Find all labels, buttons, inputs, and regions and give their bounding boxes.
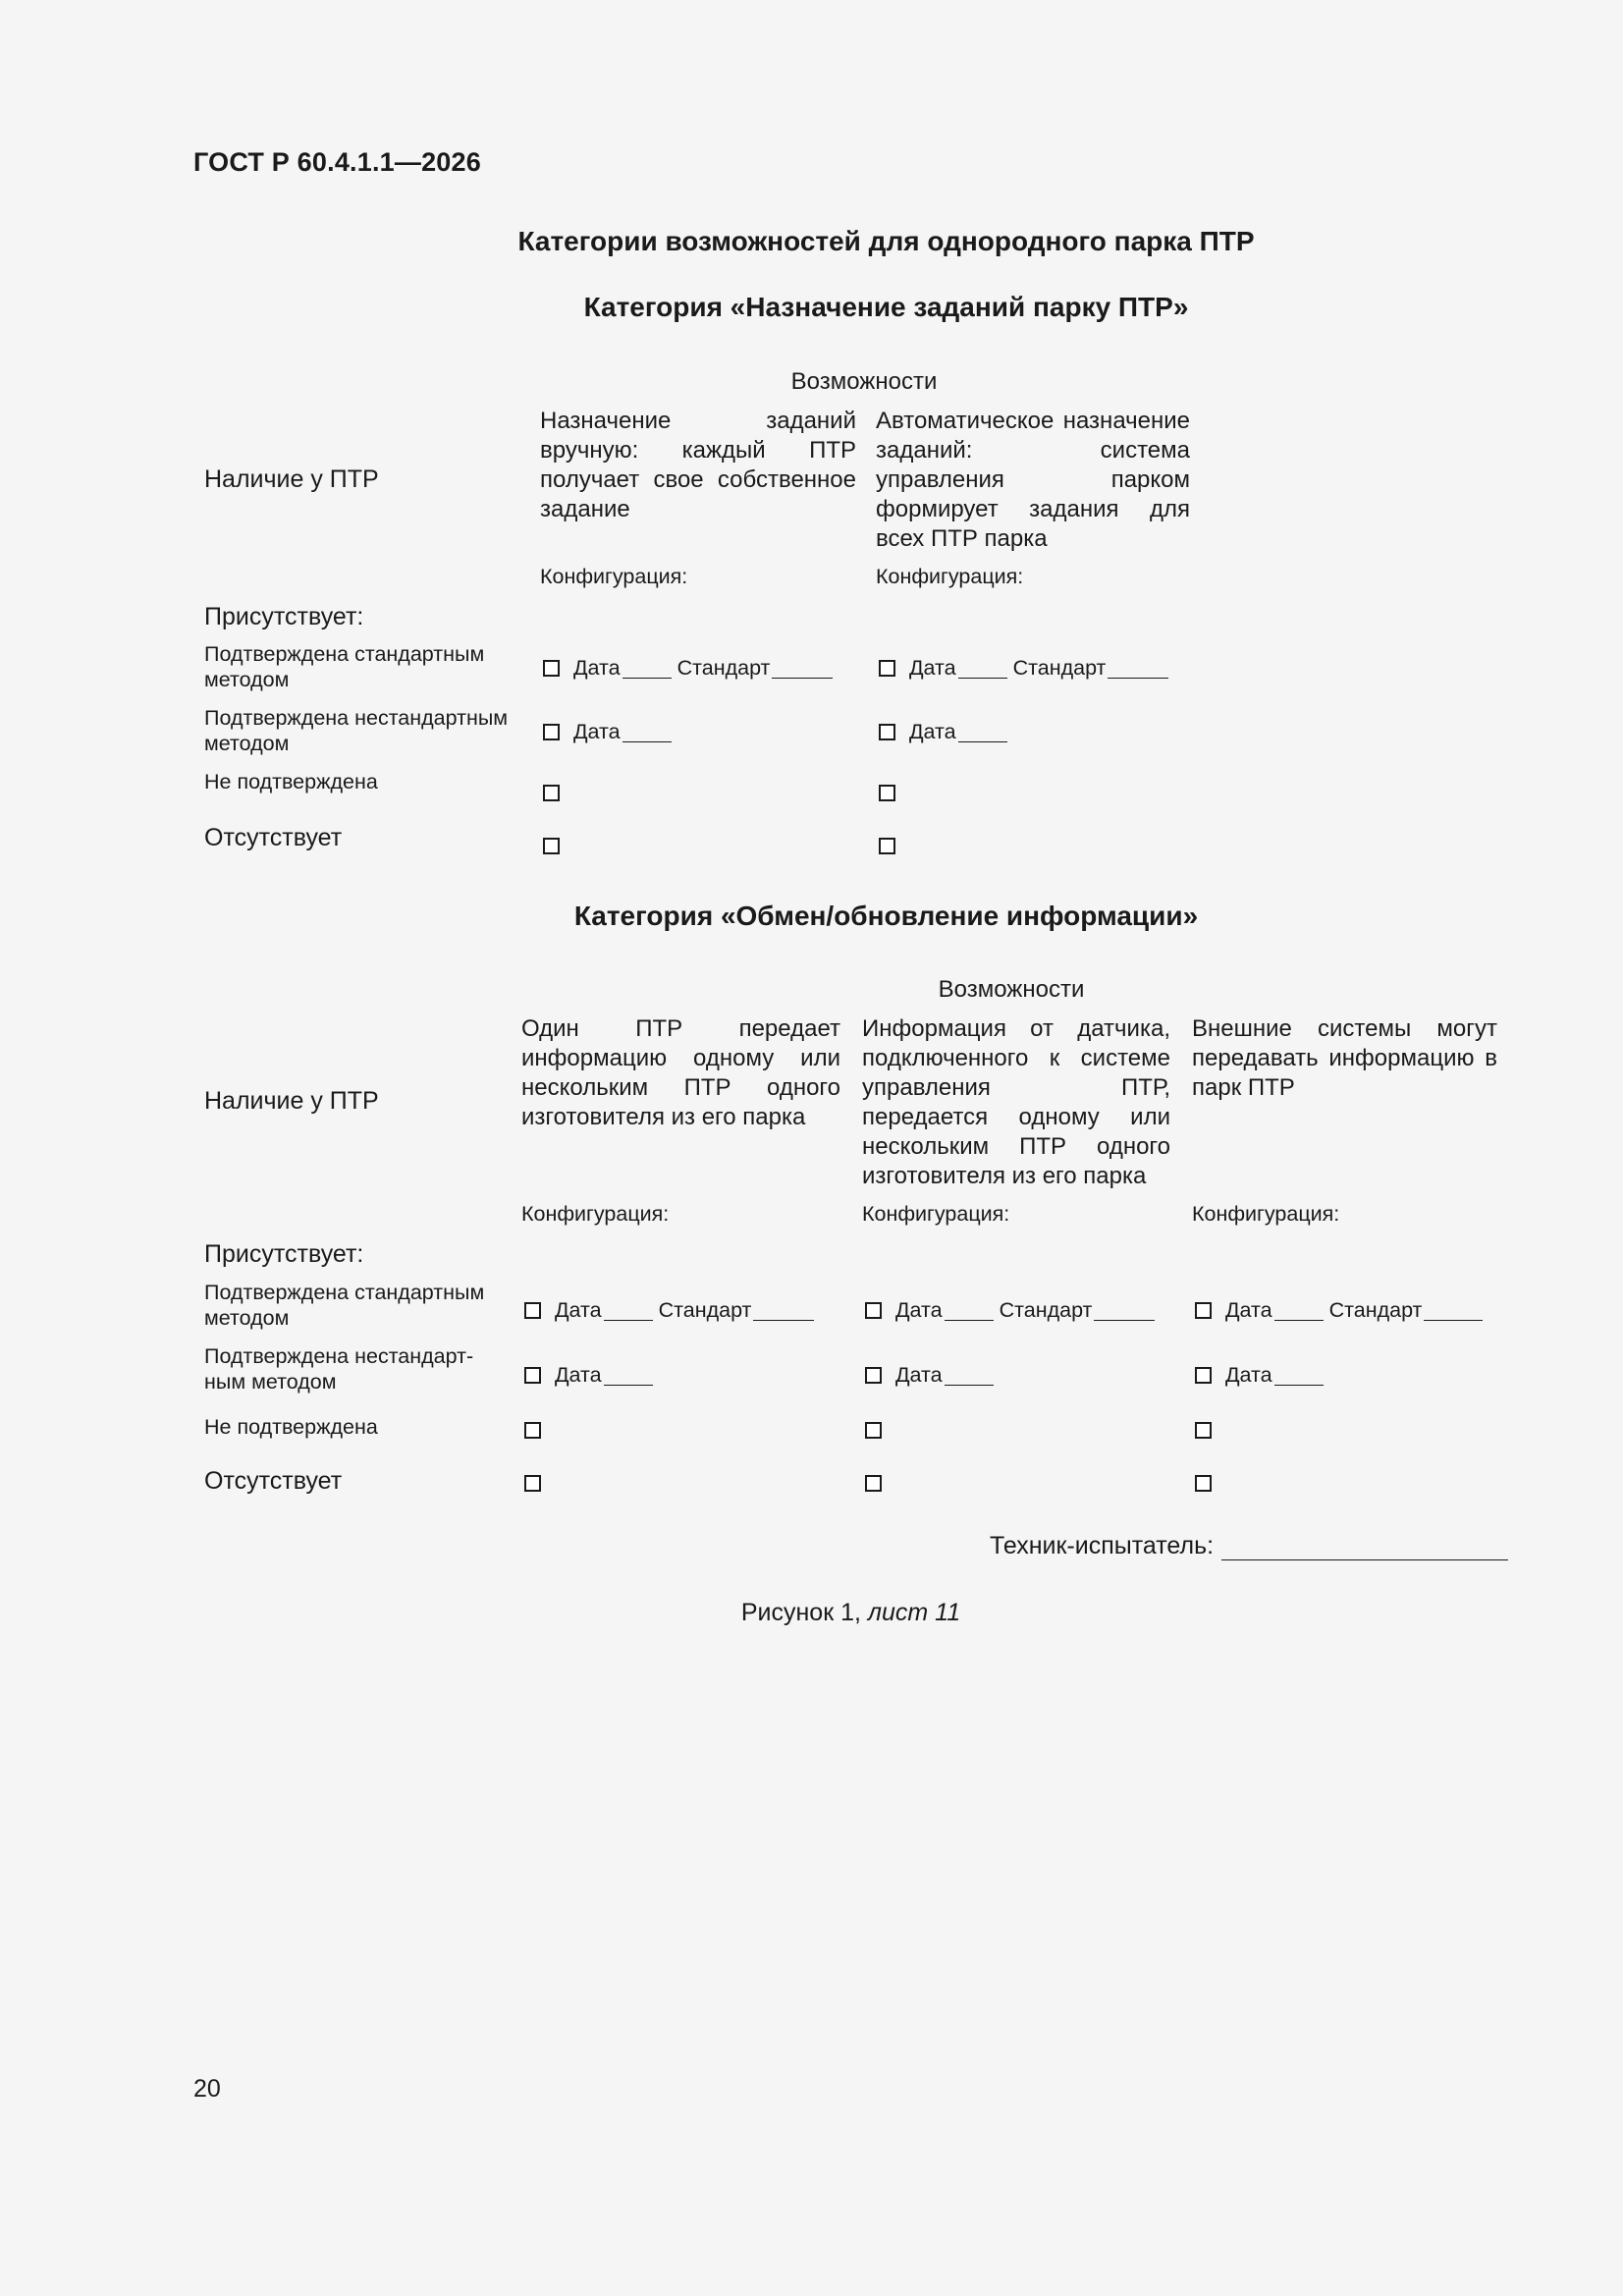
section2-col1-description: Один ПТР передает информацию одному или нескольким ПТР одного изготовителя из его парка — [521, 1015, 840, 1130]
checkbox[interactable] — [524, 1422, 541, 1439]
standard-field[interactable] — [1424, 1300, 1483, 1321]
section2-col3-description: Внешние системы могут передавать информацию в парк ПТР — [1192, 1015, 1497, 1101]
date-label: Дата — [1225, 1298, 1272, 1322]
section2-col2-config-label: Конфигурация: — [862, 1202, 1010, 1226]
date-label: Дата — [573, 720, 621, 743]
section1-col1-description: Назначение заданий вручную: каждый ПТР получает свое собственное задание — [540, 408, 856, 522]
checkbox[interactable] — [543, 785, 560, 801]
checkbox[interactable] — [543, 838, 560, 854]
section2-absent-label: Отсутствует — [204, 1467, 343, 1495]
section2-col2-absent-cell — [865, 1475, 895, 1492]
section1-col2-absent-cell — [879, 838, 909, 854]
section1-col2-config-label: Конфигурация: — [876, 565, 1024, 588]
standard-label: Стандарт — [676, 656, 771, 680]
signature-block — [990, 1532, 1508, 1560]
date-label: Дата — [895, 1298, 943, 1322]
section2-col2-description: Информация от датчика, подключенного к системе управления ПТР, передается одному или нескольким ПТР одного изготовителя из его парка — [862, 1015, 1170, 1189]
page-title: Категории возможностей для однородного парка ПТР — [517, 226, 1255, 256]
standard-field[interactable] — [1094, 1300, 1155, 1321]
section1-col2-standard-cell — [879, 656, 1174, 681]
date-field[interactable] — [604, 1365, 653, 1386]
section1-col2-not-confirmed-cell — [879, 785, 909, 801]
section1-col2-nonstandard-cell — [879, 720, 1013, 744]
date-field[interactable] — [622, 658, 672, 679]
date-field[interactable] — [958, 722, 1007, 742]
section2-col3-config-label: Конфигурация: — [1192, 1202, 1340, 1226]
checkbox[interactable] — [879, 838, 895, 854]
date-label: Дата — [909, 720, 956, 743]
date-field[interactable] — [622, 722, 672, 742]
section2-col1-nonstandard-cell — [524, 1363, 659, 1388]
section2-col3-absent-cell — [1195, 1475, 1225, 1492]
standard-field[interactable] — [772, 658, 833, 679]
checkbox[interactable] — [865, 1302, 882, 1319]
caption-sheet: лист 11 — [867, 1599, 961, 1626]
date-label: Дата — [1225, 1363, 1272, 1387]
page-number: 20 — [193, 2075, 221, 2103]
section2-col1-not-confirmed-cell — [524, 1422, 555, 1439]
section1-col1-config-label: Конфигурация: — [540, 565, 688, 588]
date-label: Дата — [909, 656, 956, 680]
checkbox[interactable] — [543, 724, 560, 740]
section1-title: Категория «Назначение заданий парку ПТР» — [583, 292, 1189, 322]
date-label: Дата — [573, 656, 621, 680]
section1-col1-absent-cell — [543, 838, 573, 854]
section1-col2-description: Автоматическое назначение заданий: система управления парком формирует задания для всех ПТР парка — [876, 408, 1190, 552]
standard-field[interactable] — [1108, 658, 1168, 679]
section2-col1-absent-cell — [524, 1475, 555, 1492]
checkbox[interactable] — [1195, 1475, 1212, 1492]
caption-text: Рисунок 1, — [740, 1599, 861, 1626]
checkbox[interactable] — [865, 1422, 882, 1439]
section2-col3-standard-cell — [1195, 1298, 1488, 1323]
section1-col1-standard-cell — [543, 656, 839, 681]
standard-field[interactable] — [753, 1300, 814, 1321]
standard-label: Стандарт — [999, 1298, 1093, 1322]
checkbox[interactable] — [1195, 1367, 1212, 1384]
section1-availability-label: Наличие у ПТР — [204, 465, 379, 493]
section2-col2-standard-cell — [865, 1298, 1161, 1323]
checkbox[interactable] — [524, 1302, 541, 1319]
section2-capabilities-header: Возможности — [938, 976, 1085, 1003]
section1-absent-label: Отсутствует — [204, 824, 343, 851]
section1-not-confirmed-label: Не подтверждена — [204, 770, 378, 793]
date-label: Дата — [555, 1298, 602, 1322]
standard-label: Стандарт — [1328, 1298, 1423, 1322]
section2-availability-label: Наличие у ПТР — [204, 1087, 379, 1115]
checkbox[interactable] — [1195, 1422, 1212, 1439]
date-label: Дата — [895, 1363, 943, 1387]
section1-present-label: Присутствует: — [204, 603, 364, 630]
date-field[interactable] — [958, 658, 1007, 679]
date-field[interactable] — [945, 1365, 994, 1386]
section1-confirmed-nonstandard-label: Подтверждена нестандартным методом — [204, 706, 509, 755]
section2-col2-nonstandard-cell — [865, 1363, 1000, 1388]
section2-title: Категория «Обмен/обновление информации» — [573, 901, 1199, 931]
section2-col1-standard-cell — [524, 1298, 820, 1323]
checkbox[interactable] — [879, 660, 895, 677]
checkbox[interactable] — [879, 724, 895, 740]
signature-label: Техник-испытатель: — [990, 1532, 1215, 1559]
checkbox[interactable] — [524, 1367, 541, 1384]
checkbox[interactable] — [879, 785, 895, 801]
checkbox[interactable] — [524, 1475, 541, 1492]
section2-confirmed-standard-label: Подтверждена стандартным методом — [204, 1281, 485, 1330]
standard-label: Стандарт — [1012, 656, 1107, 680]
section2-col1-config-label: Конфигурация: — [521, 1202, 670, 1226]
date-field[interactable] — [1274, 1365, 1324, 1386]
section1-col1-not-confirmed-cell — [543, 785, 573, 801]
date-field[interactable] — [604, 1300, 653, 1321]
section2-confirmed-nonstandard-label: Подтверждена нестандарт-ным методом — [204, 1344, 474, 1394]
checkbox[interactable] — [865, 1475, 882, 1492]
standard-label: Стандарт — [658, 1298, 752, 1322]
section2-col3-not-confirmed-cell — [1195, 1422, 1225, 1439]
date-field[interactable] — [1274, 1300, 1324, 1321]
section1-confirmed-standard-label: Подтверждена стандартным методом — [204, 642, 485, 691]
section2-col2-not-confirmed-cell — [865, 1422, 895, 1439]
signature-field[interactable] — [1221, 1534, 1508, 1560]
section1-capabilities-header: Возможности — [790, 368, 938, 395]
document-id: ГОСТ Р 60.4.1.1—2026 — [193, 147, 481, 177]
checkbox[interactable] — [1195, 1302, 1212, 1319]
section2-not-confirmed-label: Не подтверждена — [204, 1415, 378, 1439]
section2-col3-nonstandard-cell — [1195, 1363, 1329, 1388]
date-label: Дата — [555, 1363, 602, 1387]
figure-caption — [0, 1599, 1623, 1627]
checkbox[interactable] — [865, 1367, 882, 1384]
date-field[interactable] — [945, 1300, 994, 1321]
checkbox[interactable] — [543, 660, 560, 677]
section1-col1-nonstandard-cell — [543, 720, 677, 744]
section2-present-label: Присутствует: — [204, 1240, 364, 1268]
